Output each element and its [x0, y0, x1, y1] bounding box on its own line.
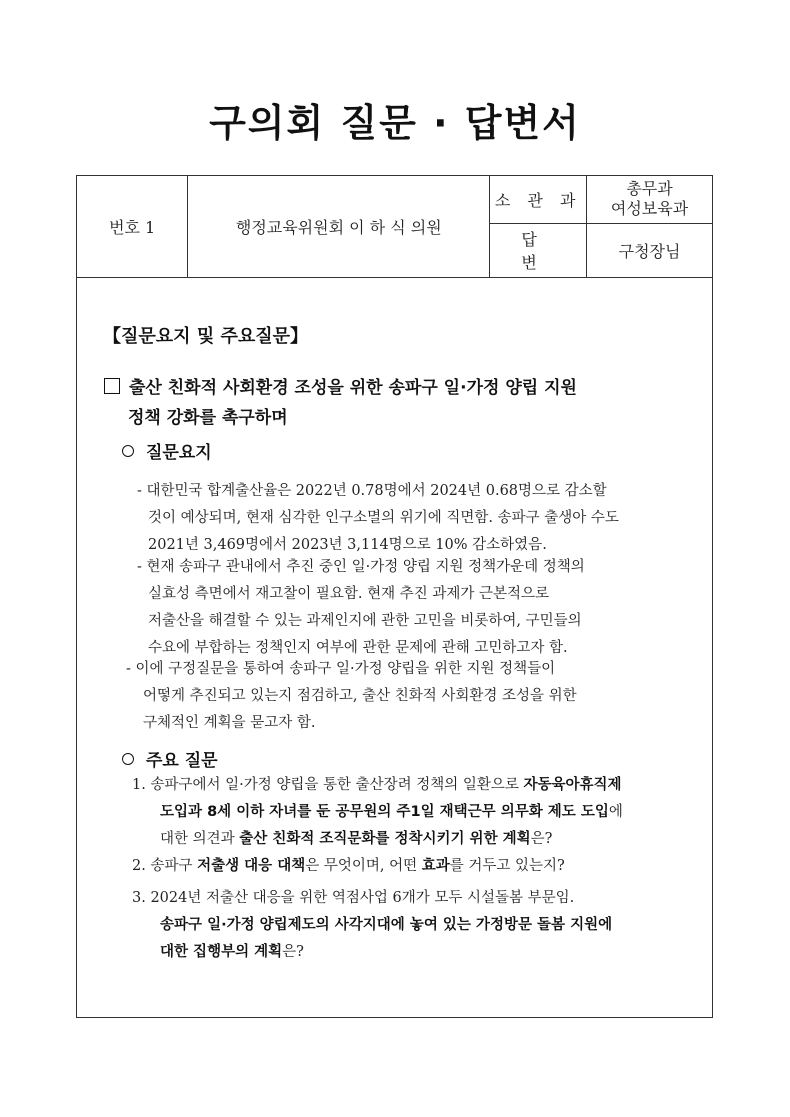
question-number: 번호 1 [77, 176, 188, 278]
summary-point-2 [137, 554, 585, 662]
jurisdiction-label: 소 관 과 [490, 176, 587, 224]
question-text: 은? [282, 944, 304, 960]
answer-value: 구청장님 [587, 223, 713, 277]
summary-heading-text: 질문요지 [146, 443, 212, 463]
paragraph-line: 어떻게 추진되고 있는지 점검하고, 출산 친화적 사회환경 조성을 위한 [143, 688, 577, 704]
question-text: 송파구에서 일·가정 양립을 통한 출산장려 정책의 일환으로 [150, 777, 524, 793]
topic-line-1: 출산 친화적 사회환경 조성을 위한 송파구 일·가정 양립 지원 [129, 378, 577, 398]
question-emphasis: 송파구 일·가정 양립제도의 사각지대에 놓여 있는 가정방문 돌봄 지원에 [160, 917, 613, 933]
document-title: 구의회 질문 · 답변서 [209, 101, 581, 145]
summary-point-1 [137, 478, 619, 559]
answer-label: 답 변 [490, 223, 587, 277]
question-text: 에 [608, 804, 623, 820]
question-emphasis: 도입과 8세 이하 자녀를 둔 공무원의 주1일 재택근무 의무화 제도 도입 [160, 804, 609, 820]
question-emphasis: 자동육아휴직제 [523, 777, 622, 793]
question-emphasis: 저출생 대응 대책 [197, 858, 306, 874]
question-text: 대한 의견과 [160, 831, 240, 847]
question-emphasis: 효과 [421, 858, 450, 874]
circle-bullet-icon [122, 753, 134, 765]
department-women-childcare: 여성보육과 [610, 199, 689, 219]
paragraph-line: - 대한민국 합계출산율은 2022년 0.78명에서 2024년 0.68명으로 감소할 [137, 483, 607, 499]
paragraph-line: 실효성 측면에서 재고찰이 필요함. 현재 추진 과제가 근본적으로 [148, 586, 550, 602]
question-emphasis: 출산 친화적 조직문화를 정착시키기 위한 계획 [239, 831, 531, 847]
summary-point-3 [126, 656, 577, 737]
paragraph-line: 것이 예상되며, 현재 심각한 인구소멸의 위기에 직면함. 송파구 출생아 수도 [148, 510, 619, 526]
question-number: 1. [132, 777, 146, 793]
question-text: 2024년 저출산 대응을 위한 역점사업 6개가 모두 시설돌봄 부문임. [150, 890, 575, 906]
paragraph-line: 구체적인 계획을 묻고자 함. [143, 715, 316, 731]
question-text: 를 거두고 있는지? [449, 858, 565, 874]
section-title: 【질문요지 및 주요질문】 [103, 326, 309, 347]
committee-member: 행정교육위원회 이 하 식 의원 [188, 176, 490, 278]
question-text: 은 무엇이며, 어떤 [305, 858, 422, 874]
header-table [76, 175, 713, 278]
question-emphasis: 대한 집행부의 계획 [160, 944, 283, 960]
checkbox-square-icon [104, 378, 120, 394]
summary-heading [122, 438, 212, 463]
question-number: 3. [132, 890, 146, 906]
paragraph-line: - 이에 구정질문을 통하여 송파구 일·가정 양립을 위한 지원 정책들이 [126, 661, 556, 677]
question-text: 은? [530, 831, 553, 847]
paragraph-line: 저출산을 해결할 수 있는 과제인지에 관한 고민을 비롯하여, 구민들의 [148, 613, 582, 629]
paragraph-line: 수요에 부합하는 정책인지 여부에 관한 문제에 관해 고민하고자 함. [148, 640, 568, 656]
main-questions-heading [122, 746, 218, 771]
question-number: 2. [132, 858, 146, 874]
question-text: 송파구 [150, 858, 198, 874]
question-2 [132, 853, 702, 880]
department-general-affairs: 총무과 [626, 179, 673, 199]
question-1 [132, 772, 702, 853]
main-heading-text: 주요 질문 [146, 751, 218, 771]
jurisdiction-value [587, 176, 713, 224]
paragraph-line: - 현재 송파구 관내에서 추진 중인 일·가정 양립 지원 정책가운데 정책의 [137, 559, 585, 575]
question-3 [132, 885, 702, 966]
topic-heading [104, 373, 704, 433]
paragraph-line: 2021년 3,469명에서 2023년 3,114명으로 10% 감소하였음. [148, 537, 547, 553]
circle-bullet-icon [122, 445, 134, 457]
topic-line-2: 정책 강화를 촉구하며 [128, 408, 288, 428]
